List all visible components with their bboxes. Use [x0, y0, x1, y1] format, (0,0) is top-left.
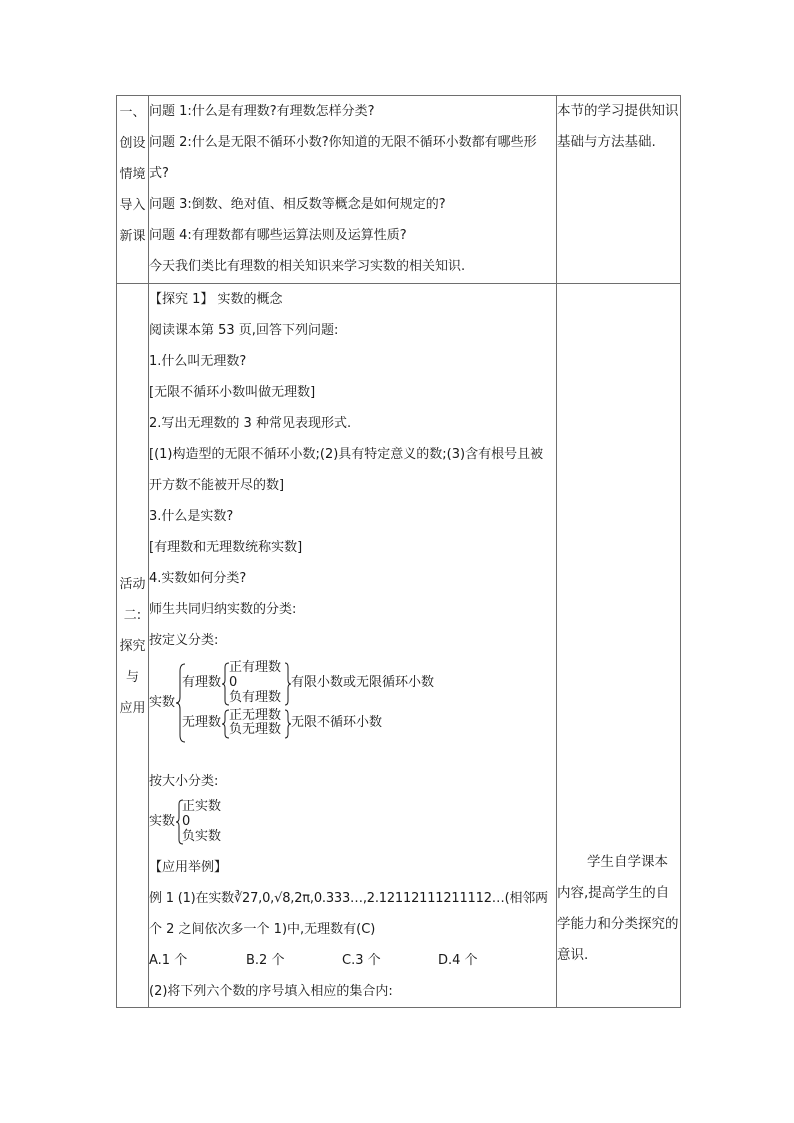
cls-irrational: 无理数 — [182, 715, 222, 730]
question-irrational-forms: 2.写出无理数的 3 种常见表现形式. — [149, 416, 352, 431]
answer-irrational-forms: [(1)构造型的无限不循环小数;(2)具有特定意义的数;(3)含有根号且被开方数不能被开尽的数] — [149, 447, 544, 493]
cls-pos-rational: 正有理数 — [229, 660, 282, 675]
choice-c: C.3 个 — [342, 953, 381, 968]
choice-b: B.2 个 — [246, 953, 285, 968]
by-definition-heading: 按定义分类: — [149, 633, 219, 648]
section1-label-line: 情境 — [119, 167, 146, 182]
section1-note-text: 本节的学习提供知识基础与方法基础. — [557, 103, 679, 150]
section2-note — [557, 284, 681, 1008]
explore-title: 【探究 1】 实数的概念 — [149, 292, 283, 307]
section2-note-text: 学生自学课本内容,提高学生的自学能力和分类探究的意识. — [557, 854, 679, 963]
question-1: 问题 1:什么是有理数?有理数怎样分类? — [149, 104, 375, 119]
section2-label-line: 活动 — [119, 577, 146, 592]
size-neg: 负实数 — [182, 829, 222, 844]
section1-label-line: 新课 — [119, 229, 146, 244]
size-real: 实数 — [149, 814, 176, 829]
size-pos: 正实数 — [182, 799, 222, 814]
section2-label-line: 与 — [125, 670, 139, 685]
lesson-plan-table — [116, 95, 681, 1008]
cls-neg-irrational: 负无理数 — [229, 722, 282, 737]
answer-what-irrational: [无限不循环小数叫做无理数] — [149, 385, 316, 400]
section2-content — [149, 284, 557, 1008]
section2-label-line: 探究 — [119, 639, 146, 654]
cls-rational-desc: 有限小数或无限循环小数 — [291, 675, 435, 690]
answer-what-real: [有理数和无理数统称实数] — [149, 540, 303, 555]
section1-label-line: 导入 — [119, 198, 146, 213]
definition-classification — [149, 662, 556, 744]
section1-note — [557, 96, 681, 284]
example1-choices — [149, 945, 556, 976]
section2-label — [117, 284, 149, 1008]
section2-label-line: 应用 — [119, 701, 146, 716]
question-4: 问题 4:有理数都有哪些运算法则及运算性质? — [149, 228, 407, 243]
cls-neg-rational: 负有理数 — [229, 690, 282, 705]
cls-irrational-desc: 无限不循环小数 — [291, 715, 383, 730]
size-classification — [149, 799, 556, 845]
cls-real: 实数 — [149, 695, 176, 710]
question-real-classification: 4.实数如何分类? — [149, 571, 247, 586]
section1-label-line: 创设 — [119, 136, 146, 151]
apply-title: 【应用举例】 — [149, 860, 228, 875]
question-2: 问题 2:什么是无限不循环小数?你知道的无限不循环小数都有哪些形式? — [149, 135, 537, 181]
section1-label — [117, 96, 149, 284]
cls-zero: 0 — [229, 675, 238, 690]
read-instruction: 阅读课本第 53 页,回答下列问题: — [149, 323, 339, 338]
section1-row — [117, 96, 681, 284]
cls-pos-irrational: 正无理数 — [229, 708, 282, 723]
choice-d: D.4 个 — [438, 953, 478, 968]
section2-row — [117, 284, 681, 1008]
cls-rational: 有理数 — [182, 675, 222, 690]
question-what-real: 3.什么是实数? — [149, 509, 234, 524]
example1-line2: 个 2 之间依次多一个 1)中,无理数有(C) — [149, 922, 376, 937]
section2-label-line: 二: — [123, 608, 142, 623]
by-size-heading: 按大小分类: — [149, 774, 219, 789]
example1-part2: (2)将下列六个数的序号填入相应的集合内: — [149, 984, 393, 999]
question-3: 问题 3:倒数、绝对值、相反数等概念是如何规定的? — [149, 197, 446, 212]
question-what-irrational: 1.什么叫无理数? — [149, 354, 247, 369]
size-zero: 0 — [182, 814, 191, 829]
section1-content — [149, 96, 557, 284]
example1-line1: 例 1 (1)在实数∛27,0,√8,2π,0.333…,2.12112111211112…(相邻两 — [149, 891, 548, 906]
intro-statement: 今天我们类比有理数的相关知识来学习实数的相关知识. — [149, 259, 466, 274]
choice-a: A.1 个 — [149, 953, 188, 968]
section1-label-line: 一、 — [119, 105, 146, 120]
summary-text: 师生共同归纳实数的分类: — [149, 602, 297, 617]
